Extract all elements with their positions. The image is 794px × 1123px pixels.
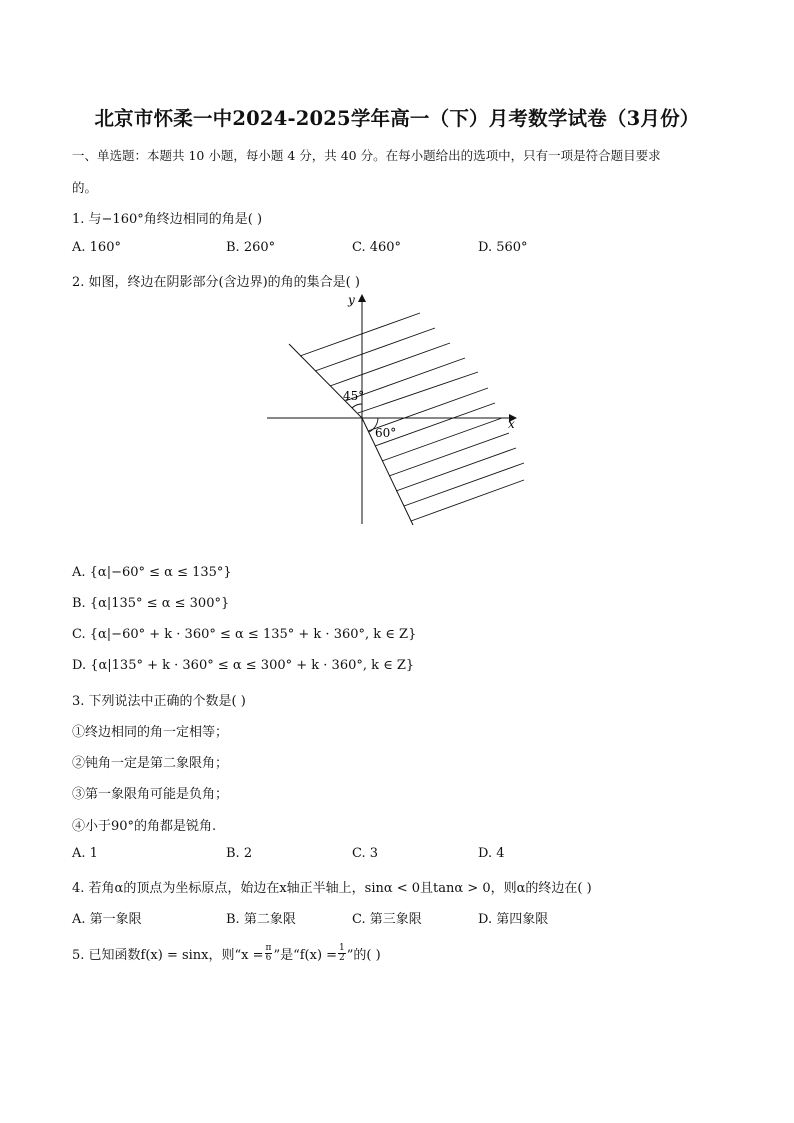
- q2-option-a: A. {α|−60° ≤ α ≤ 135°}: [72, 565, 232, 580]
- section-instructions-line1: 一、单选题：本题共 10 小题，每小题 4 分，共 40 分。在每小题给出的选项中，只有一项是符合题目要求: [72, 148, 661, 163]
- question-1-stem: 1. 与−160°角终边相同的角是( ): [72, 212, 263, 227]
- angle-label-60: 60°: [375, 426, 397, 440]
- question-2-stem: 2. 如图，终边在阴影部分(含边界)的角的集合是( ): [72, 275, 360, 290]
- q3-statement-2: ②钝角一定是第二象限角；: [72, 756, 229, 771]
- q2-option-b: B. {α|135° ≤ α ≤ 300°}: [72, 596, 230, 611]
- q4-option-a: A. 第一象限: [72, 912, 142, 927]
- angle-label-45: 45°: [343, 389, 365, 403]
- q5-fraction-one-half: [338, 944, 346, 963]
- q3-option-a: A. 1: [72, 846, 98, 861]
- q5-stem-part-a: 5. 已知函数f(x) = sinx，则“x =: [72, 948, 264, 963]
- q5-stem-part-b: ”是“f(x) =: [273, 948, 338, 963]
- section-instructions-line2: 的。: [72, 180, 98, 195]
- q3-statement-4: ④小于90°的角都是锐角.: [72, 819, 217, 834]
- boundary-ray-upper: [289, 344, 365, 418]
- q3-statement-3: ③第一象限角可能是负角；: [72, 787, 229, 802]
- q3-option-b: B. 2: [226, 846, 253, 861]
- q4-option-c: C. 第三象限: [352, 912, 422, 927]
- q2-option-d: D. {α|135° + k · 360° ≤ α ≤ 300° + k · 360°, k ∈ Z}: [72, 658, 415, 673]
- shaded-region-hatching: [300, 313, 524, 521]
- q5-fraction1-numerator: π: [265, 943, 272, 953]
- q5-fraction2-denominator: 2: [339, 953, 345, 963]
- q3-option-c: C. 3: [352, 846, 379, 861]
- q1-option-d: D. 560°: [478, 240, 528, 255]
- q5-stem-part-c: ”的( ): [346, 948, 381, 963]
- q4-option-d: D. 第四象限: [478, 912, 549, 927]
- q3-option-d: D. 4: [478, 846, 505, 861]
- q5-fraction-pi-over-6: [265, 944, 273, 963]
- x-axis-label: x: [508, 417, 515, 431]
- q1-option-c: C. 460°: [352, 240, 402, 255]
- q3-statement-1: ①终边相同的角一定相等；: [72, 725, 229, 740]
- q1-option-b: B. 260°: [226, 240, 276, 255]
- question-5-stem: [72, 944, 381, 963]
- angle-figure: [0, 290, 794, 550]
- q1-option-a: A. 160°: [72, 240, 121, 255]
- page-title: 北京市怀柔一中2024-2025学年高一（下）月考数学试卷（3月份）: [94, 107, 700, 130]
- q5-fraction1-denominator: 6: [265, 953, 272, 963]
- question-3-stem: 3. 下列说法中正确的个数是( ): [72, 694, 246, 709]
- y-axis-label: y: [348, 293, 355, 307]
- question-4-stem: 4. 若角α的顶点为坐标原点，始边在x轴正半轴上，sinα < 0且tanα > 0，则α的终边在( ): [72, 881, 592, 896]
- q2-option-c: C. {α|−60° + k · 360° ≤ α ≤ 135° + k · 360°, k ∈ Z}: [72, 627, 417, 642]
- q5-fraction2-numerator: 1: [339, 943, 345, 953]
- angle-arc-45: [352, 404, 362, 408]
- q4-option-b: B. 第二象限: [226, 912, 296, 927]
